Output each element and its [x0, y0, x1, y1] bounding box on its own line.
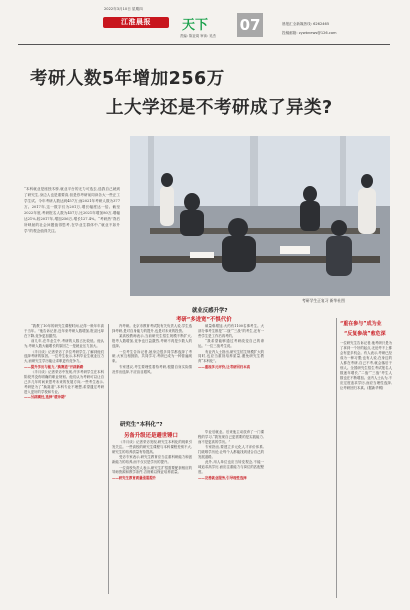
header-rule	[18, 44, 390, 45]
section-2-title: 研究生“本科化”?	[120, 422, 163, 428]
hotline: 晨报汇全新媒热线: 6262465	[282, 22, 330, 26]
newspaper-logo: 江淮晨报	[103, 17, 169, 28]
headline-line-2: 上大学还是不考研成了异类?	[106, 98, 333, 118]
column-divider	[108, 324, 109, 594]
headline-line-1: 考研人数5年增加256万	[30, 69, 225, 89]
students-studying-illustration	[130, 136, 390, 296]
body-column-4: 毕业后就业。后来他主动放弃了一门课程的学习,“我发现自己更需要的是实践能力,而不是更高的学历。” 专家指出,要建立多元化人才评价体系,打破唯学历论,让每个人都能找到适合自己的发展道路。 此外,用人单位也应当转变观念,不能一味追求高学历,而应注重能力与岗位的匹配程度。 ——完善就业服务,引导理性选择	[198, 430, 264, 480]
sidebar-title-1: “重在参与”成为业	[340, 321, 382, 327]
issue-date: 2022年3月10日 星期四	[104, 7, 143, 11]
intro-text: “本科就业是座独木桥,就业平台的无力可选去,选我自己就到了研究生,身边人也是重要高,但是你考研前同读各大一些正工学生试。今年考研人数达到457万;而2021年考研人数为377万。2017年,这一数字仅为201万,增长幅度达一倍。截至2022年底,考研报名人数为457万,比2021年增加80万,增幅达21%,较2017年,增加256万,增长127.4%。“考研热”背后所映射的社会问题值得思考,在毕业生群体中,“就业不如升学”的观念值得关注。	[24, 187, 120, 233]
section-1-subtitle: 考研“多进宽”不惧代价	[176, 317, 232, 323]
body-column-3: 硕量难增加,大约有1100名事考生。大部分事考生都是“二战”“三战”的考生,还有一些学生是工作后再考的。 “我希望能够通过考研改变自己的命运。”一位三战考生说。 有业内人士指出,研究生招生规模扩大的同时,也应当重视培养质量,避免研究生教育“本科化”。 ——重视多元评价,让考研回归本真	[198, 324, 264, 369]
page-number: 07	[237, 13, 263, 37]
section-title: 天下	[182, 18, 209, 33]
section-1-title: 就业反感升学?	[192, 308, 228, 314]
photo-caption: 考研学生正复习 新华社图	[302, 298, 345, 303]
article-photo	[130, 136, 390, 296]
section-2-subtitle: 另备升级还是避世锤口	[124, 433, 178, 439]
body-column-1: “我教了10年的研究生课程时间,记得一般年年高于当年。”他告诉记者,近年来考研人数增加,报录比却在下降,竞争更加激烈。 前几年,在毕业生中,考研的人数占比较低。他认为,考研人数大幅增长的原因之一是就业压力加大。 《半月谈》记者采访了多位考研学生,了解到他们选择考研的原因。一位考生表示,本科毕业生就业压力大,而研究生学历能让求职更有竞争力。 ——提升学历与能力,“换赛道”开辟新路 《半月谈》记者采访中发现,许多考研学生在本科阶段并没有明确的职业规划。他们认为考研可以让自己多几年时间来思考未来的发展方向,一些考生表示,考研是为了“换赛道”,本科专业不理想,希望通过考研进入更好的学校和专业。 ——另辟蹊径,选择“缓冲期”	[24, 324, 104, 400]
sidebar-body: 一位研究生告诉记者,他考研只是为了拿到一个好的起点,无论考不上都会有更多机会。有人表示,考研已经成为一种习惯;也有人说,在身边的人都在考研,自己不考,就会落后于别人。全国研究生招生考试报名人数逐年增长,“二战”“三战”考生人数也在不断增加。业内人士认为,不应过度追求学历,而应当理性选择,让考研回归本真。(据新华网)	[340, 341, 392, 390]
editor-line: 责编: 陈亚周 审读: 吴杰	[180, 34, 217, 38]
sidebar-title-2: “反复参战”愈危深	[344, 331, 386, 337]
column-divider-right	[336, 318, 337, 598]
sidebar	[340, 320, 392, 391]
email: 投稿邮箱: zywbnews@126.com	[282, 31, 337, 35]
body-column-2: 内考研。北京市教育考试院有关负责人说,学生选择考研,是对自身能力的提升,也是对未来的投资。 某高校教师表示,当前研究生招生规模不断扩大,报考人数增加,竞争也日益激烈,考研不再是少数人的选择。 一位考生告诉记者,她身边很多同学都选择了考研,大家互相鼓励、共同学习,考研已成为一种普遍现象。 专家建议,考生要理性看待考研,根据自身实际情况作出选择,不应盲目跟风。	[112, 324, 192, 374]
body-column-2b: 《半月谈》记者采访发现,研究生本科化的现象引发关注。一些高校的研究生课程与本科课程差别不大,研究生的培养质量有待提高。 受访专家表示,研究生教育应当注重科研能力和创新能力的培养,而不仅仅是学历的提升。 一位高校负责人表示,研究生扩招需要配套相应的导师资源和教学条件,否则难以保证培养质量。 ——研究生教育质量亟需提升	[112, 440, 192, 480]
